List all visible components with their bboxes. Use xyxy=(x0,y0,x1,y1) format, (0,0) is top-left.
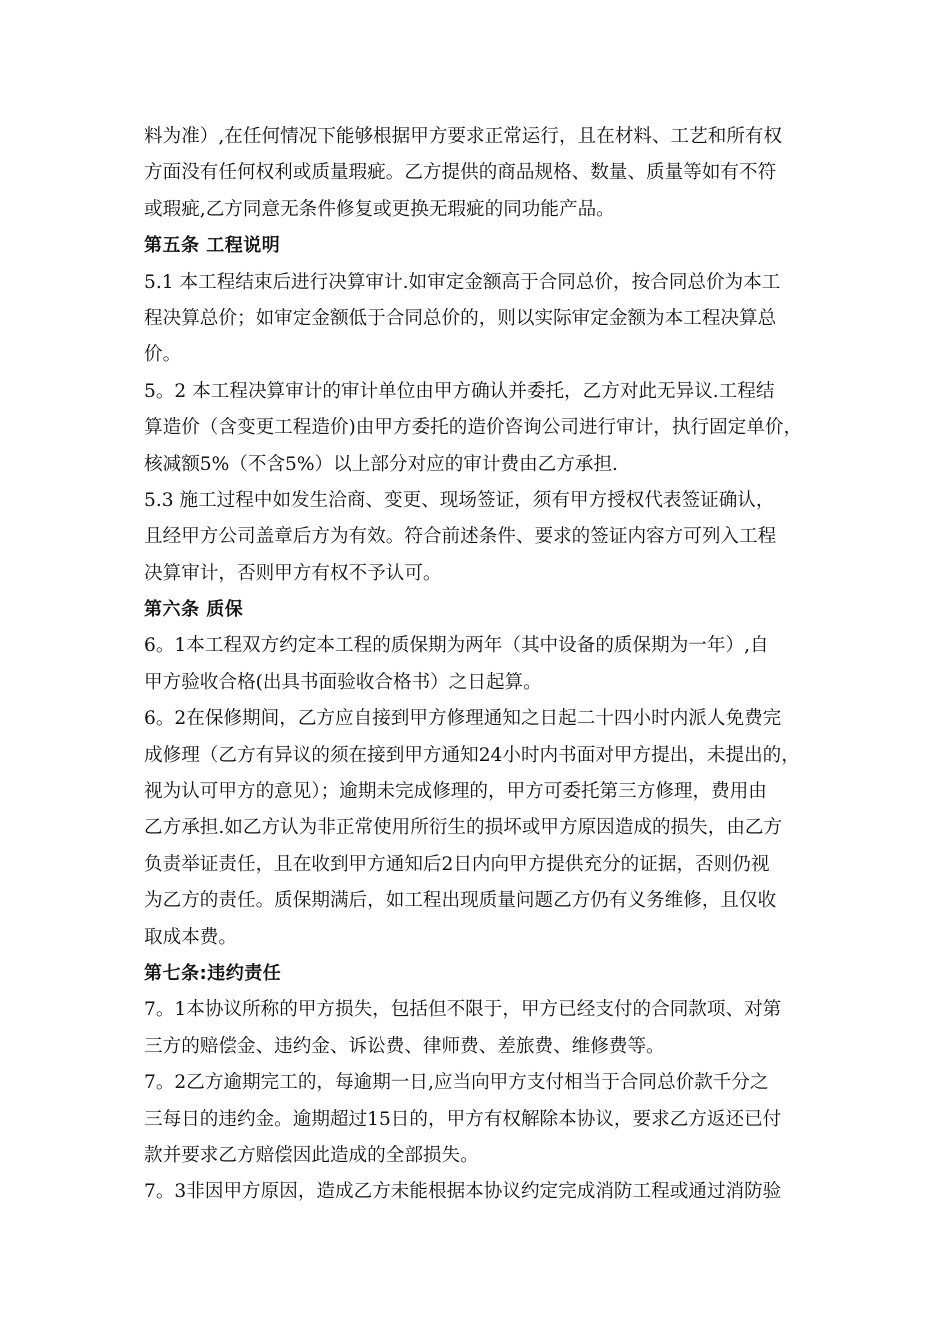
text-line: 为乙方的责任。质保期满后，如工程出现质量问题乙方仍有义务维修，且仅收 xyxy=(144,890,777,912)
text-line: 算造价（含变更工程造价)由甲方委托的造价咨询公司进行审计，执行固定单价， xyxy=(144,417,803,439)
text-line: 视为认可甲方的意见）；逾期未完成修理的，甲方可委托第三方修理，费用由 xyxy=(144,781,767,803)
article-5-heading: 第五条 工程说明 xyxy=(144,235,281,257)
text-line: 方面没有任何权利或质量瑕疵。乙方提供的商品规格、数量、质量等如有不符 xyxy=(144,162,777,184)
text-line: 5.3 施工过程中如发生洽商、变更、现场签证，须有甲方授权代表签证确认， xyxy=(144,489,775,511)
text-line: 程决算总价；如审定金额低于合同总价的，则以实际审定金额为本工程决算总 xyxy=(144,307,777,329)
text-line: 负责举证责任，且在收到甲方通知后2日内向甲方提供充分的证据，否则仍视 xyxy=(144,853,770,875)
text-line: 且经甲方公司盖章后方为有效。符合前述条件、要求的签证内容方可列入工程 xyxy=(144,526,777,548)
document-body xyxy=(144,119,810,1211)
text-line: 6。2在保修期间，乙方应自接到甲方修理通知之日起二十四小时内派人免费完 xyxy=(144,708,782,730)
text-line: 取成本费。 xyxy=(144,926,237,948)
text-line: 成修理（乙方有异议的须在接到甲方通知24小时内书面对甲方提出，未提出的， xyxy=(144,744,800,766)
text-line: 乙方承担.如乙方认为非正常使用所衍生的损坏或甲方原因造成的损失，由乙方 xyxy=(144,817,783,839)
text-line: 三每日的违约金。逾期超过15日的，甲方有权解除本协议，要求乙方返还已付 xyxy=(144,1108,782,1130)
text-line: 价。 xyxy=(144,344,182,366)
text-line: 或瑕疵,乙方同意无条件修复或更换无瑕疵的同功能产品。 xyxy=(144,198,615,220)
text-line: 5.1 本工程结束后进行决算审计.如审定金额高于合同总价，按合同总价为本工 xyxy=(144,271,781,293)
text-line: 料为准）,在任何情况下能够根据甲方要求正常运行，且在材料、工艺和所有权 xyxy=(144,126,783,147)
text-line: 7。3非因甲方原因，造成乙方未能根据本协议约定完成消防工程或通过消防验 xyxy=(144,1181,782,1203)
text-line: 5。2 本工程决算审计的审计单位由甲方确认并委托，乙方对此无异议.工程结 xyxy=(144,380,775,402)
text-line: 核减额5%（不含5%）以上部分对应的审计费由乙方承担. xyxy=(144,453,618,475)
article-7-heading: 第七条:违约责任 xyxy=(144,962,282,984)
text-line: 7。2乙方逾期完工的，每逾期一日,应当向甲方支付相当于合同总价款千分之 xyxy=(144,1072,769,1094)
text-line: 7。1本协议所称的甲方损失，包括但不限于，甲方已经支付的合同款项、对第 xyxy=(144,999,782,1021)
text-line: 6。1本工程双方约定本工程的质保期为两年（其中设备的质保期为一年）,自 xyxy=(144,635,769,657)
text-line: 甲方验收合格(出具书面验收合格书）之日起算。 xyxy=(144,671,542,693)
text-line: 款并要求乙方赔偿因此造成的全部损失。 xyxy=(144,1144,479,1166)
text-line: 决算审计，否则甲方有权不予认可。 xyxy=(144,562,442,584)
text-line: 三方的赔偿金、违约金、诉讼费、律师费、差旅费、维修费等。 xyxy=(144,1035,665,1057)
article-6-heading: 第六条 质保 xyxy=(144,599,244,621)
